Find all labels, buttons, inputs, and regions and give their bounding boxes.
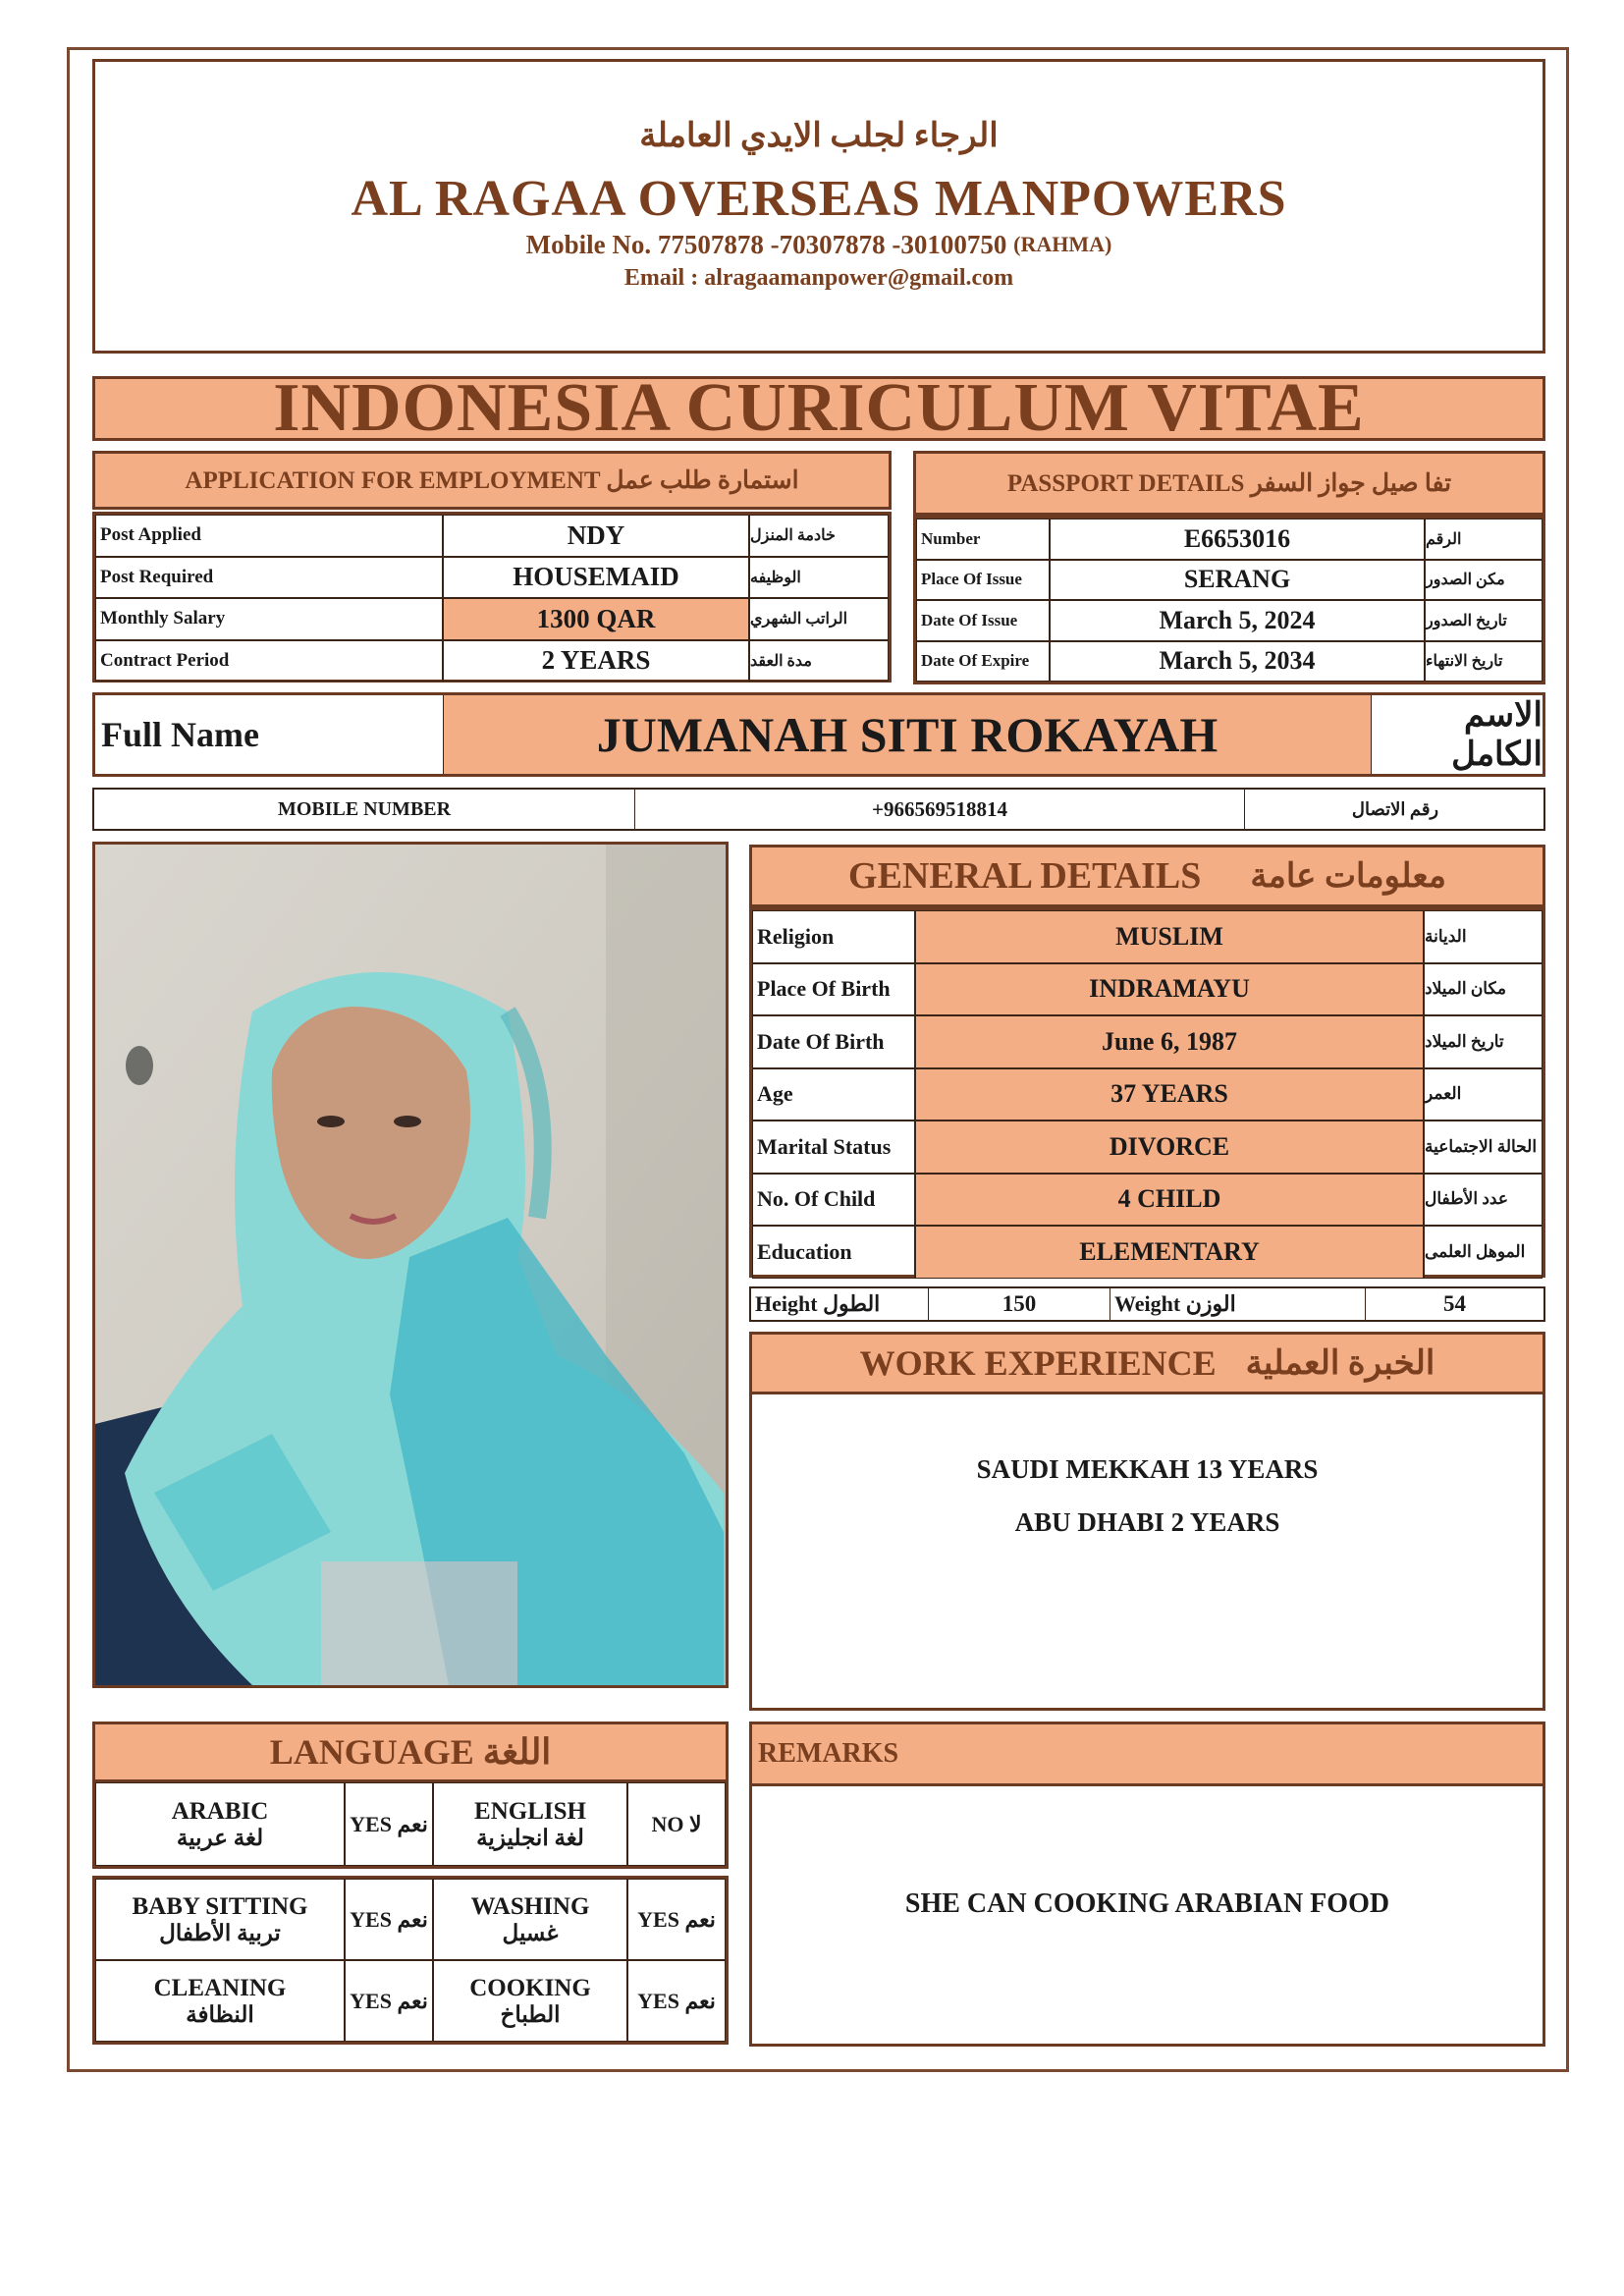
application-heading: APPLICATION FOR EMPLOYMENT استمارة طلب عمل <box>92 451 892 510</box>
agency-mobile-note: (RAHMA) <box>1013 232 1112 256</box>
general-row-label: Age <box>752 1068 915 1121</box>
general-row-value: June 6, 1987 <box>915 1015 1424 1068</box>
skill-name-en: COOKING <box>469 1974 591 2001</box>
weight-value: 54 <box>1365 1288 1543 1320</box>
full-name-arabic: الاسم الكامل <box>1451 697 1543 773</box>
skill-name-en: ENGLISH <box>474 1797 586 1825</box>
general-row-label: Date Of Birth <box>752 1015 915 1068</box>
skills-table <box>92 1876 729 2045</box>
application-row-arabic: الوظيفه <box>749 557 889 599</box>
passport-row-value: SERANG <box>1050 560 1425 601</box>
general-row-arabic: تاريخ الميلاد <box>1424 1015 1543 1068</box>
work-body <box>749 1394 1545 1711</box>
mobile-row <box>92 788 1545 831</box>
work-line-2: ABU DHABI 2 YEARS <box>1014 1506 1280 1537</box>
skill-value: YES نعم <box>345 1960 433 2042</box>
application-row-arabic: خادمة المنزل <box>749 515 889 557</box>
remarks-heading: REMARKS <box>749 1722 1545 1786</box>
passport-table <box>913 516 1545 684</box>
general-row-label: Education <box>752 1226 915 1279</box>
work-heading <box>749 1332 1545 1394</box>
passport-row-arabic: تاريخ الانتهاء <box>1425 641 1543 683</box>
skill-value: YES نعم <box>627 1879 726 1960</box>
general-row-arabic: الحالة الاجتماعية <box>1424 1121 1543 1174</box>
weight-label: Weight الوزن <box>1110 1288 1365 1320</box>
general-heading-ar: معلومات عامة <box>1250 858 1446 895</box>
passport-row-label: Place Of Issue <box>916 560 1050 601</box>
general-row-arabic: الموهل العلمى <box>1424 1226 1543 1279</box>
height-value: 150 <box>928 1288 1110 1320</box>
application-table <box>92 512 892 683</box>
full-name-label: Full Name <box>101 715 259 754</box>
application-row-label: Post Applied <box>95 515 443 557</box>
general-row-label: No. Of Child <box>752 1174 915 1227</box>
skill-name-en: CLEANING <box>153 1974 287 2001</box>
language-heading: LANGUAGE اللغة <box>92 1722 729 1782</box>
agency-mobile-numbers: Mobile No. 77507878 -70307878 -30100750 <box>525 229 1007 259</box>
general-row-value: 37 YEARS <box>915 1068 1424 1121</box>
general-row-label: Place Of Birth <box>752 963 915 1016</box>
remarks-body <box>749 1786 1545 2047</box>
general-heading <box>749 845 1545 907</box>
agency-name: AL RAGAA OVERSEAS MANPOWERS <box>351 170 1287 227</box>
skill-name-en: BABY SITTING <box>132 1892 308 1920</box>
agency-arabic-name: الرجاء لجلب الايدي العاملة <box>639 118 999 154</box>
agency-header <box>92 59 1545 354</box>
work-heading-ar: الخبرة العملية <box>1245 1345 1435 1382</box>
skill-value: YES نعم <box>345 1879 433 1960</box>
skill-name-cell <box>95 1960 345 2042</box>
candidate-photo <box>92 842 729 1688</box>
mobile-label: MOBILE NUMBER <box>277 797 452 820</box>
general-row-arabic: مكان الميلاد <box>1424 963 1543 1016</box>
general-row-arabic: العمر <box>1424 1068 1543 1121</box>
general-row-value: DIVORCE <box>915 1121 1424 1174</box>
skill-name-cell <box>433 1879 627 1960</box>
skill-name-ar: تربية الأطفال <box>159 1920 281 1945</box>
passport-row-value: March 5, 2024 <box>1050 600 1425 641</box>
skill-name-ar: لغة انجليزية <box>476 1825 584 1850</box>
general-row-value: MUSLIM <box>915 910 1424 963</box>
height-label: Height الطول <box>755 1291 881 1316</box>
mobile-value[interactable]: +966569518814 <box>634 790 1245 829</box>
work-line-1: SAUDI MEKKAH 13 YEARS <box>976 1453 1319 1484</box>
language-table <box>92 1782 729 1869</box>
skill-value: NO لا <box>627 1782 726 1866</box>
general-row-arabic: عدد الأطفال <box>1424 1174 1543 1227</box>
full-name-value: JUMANAH SITI ROKAYAH <box>443 695 1372 774</box>
passport-row-arabic: تاريخ الصدور <box>1425 600 1543 641</box>
work-heading-en: WORK EXPERIENCE <box>859 1343 1217 1383</box>
skill-name-cell <box>433 1782 627 1866</box>
general-row-value: 4 CHILD <box>915 1174 1424 1227</box>
application-row-value: 2 YEARS <box>443 640 749 683</box>
passport-row-label: Date Of Issue <box>916 600 1050 641</box>
skill-name-ar: النظافة <box>186 2001 254 2027</box>
passport-row-value: March 5, 2034 <box>1050 641 1425 683</box>
general-heading-en: GENERAL DETAILS <box>848 855 1202 897</box>
skill-value: YES نعم <box>627 1960 726 2042</box>
skill-name-cell <box>433 1960 627 2042</box>
application-row-value: 1300 QAR <box>443 598 749 640</box>
skill-value: YES نعم <box>345 1782 433 1866</box>
height-weight-row <box>749 1286 1545 1322</box>
application-row-label: Contract Period <box>95 640 443 683</box>
general-row-label: Religion <box>752 910 915 963</box>
general-row-value: INDRAMAYU <box>915 963 1424 1016</box>
remarks-text: SHE CAN COOKING ARABIAN FOOD <box>904 1888 1390 1919</box>
skill-name-ar: غسيل <box>502 1920 559 1945</box>
application-row-label: Post Required <box>95 557 443 599</box>
application-row-value: NDY <box>443 515 749 557</box>
mobile-arabic: رقم الاتصال <box>1351 798 1439 819</box>
skill-name-cell <box>95 1879 345 1960</box>
passport-row-arabic: مكن الصدور <box>1425 560 1543 601</box>
general-row-value: ELEMENTARY <box>915 1226 1424 1279</box>
passport-row-value: E6653016 <box>1050 519 1425 560</box>
skill-name-en: WASHING <box>470 1892 590 1920</box>
skill-name-ar: لغة عربية <box>176 1825 264 1850</box>
skill-name-ar: الطباخ <box>500 2001 561 2027</box>
skill-name-en: ARABIC <box>171 1797 269 1825</box>
passport-row-arabic: الرقم <box>1425 519 1543 560</box>
passport-row-label: Date Of Expire <box>916 641 1050 683</box>
general-row-label: Marital Status <box>752 1121 915 1174</box>
person-photo-icon <box>95 845 726 1685</box>
skill-name-cell <box>95 1782 345 1866</box>
cv-title: INDONESIA CURICULUM VITAE <box>92 376 1545 441</box>
full-name-row <box>92 692 1545 777</box>
general-table <box>749 907 1545 1278</box>
passport-row-label: Number <box>916 519 1050 560</box>
application-row-arabic: مدة العقد <box>749 640 889 683</box>
passport-heading: PASSPORT DETAILS تفا صيل جواز السفر <box>913 451 1545 516</box>
general-row-arabic: الديانة <box>1424 910 1543 963</box>
application-row-value: HOUSEMAID <box>443 557 749 599</box>
agency-email[interactable]: Email : alragaamanpower@gmail.com <box>623 264 1014 291</box>
application-row-label: Monthly Salary <box>95 598 443 640</box>
application-row-arabic: الراتب الشهري <box>749 598 889 640</box>
